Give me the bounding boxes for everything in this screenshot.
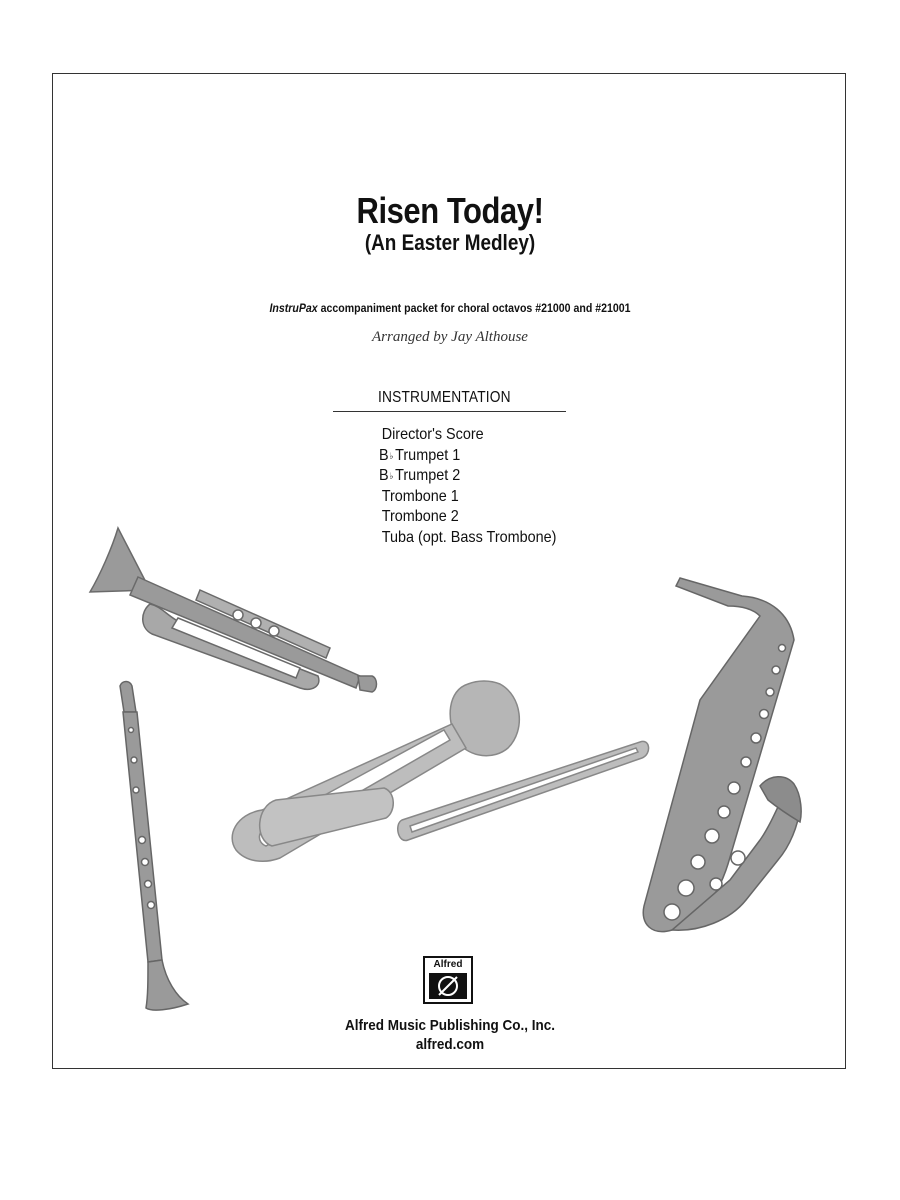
- packet-text: accompaniment packet for choral octavos #21000 and #21001: [320, 303, 631, 315]
- arranger-credit: Arranged by Jay Althouse: [372, 329, 528, 345]
- instrument-item: Trombone 2: [381, 508, 459, 526]
- instrument-item: B♭ Trumpet 1: [379, 446, 461, 464]
- instrument-item: Tuba (opt. Bass Trombone): [381, 528, 557, 546]
- alfred-emblem-icon: [429, 973, 467, 999]
- alfred-logo: [423, 956, 473, 1004]
- instrument-item: Director's Score: [381, 426, 484, 443]
- flat-sign: ♭: [389, 450, 394, 461]
- instrument-item: B♭ Trumpet 2: [379, 467, 461, 485]
- instrumentation-heading: INSTRUMENTATION: [378, 389, 511, 406]
- logo-wordmark: Alfred: [433, 959, 463, 970]
- trombone-illustration: [232, 681, 648, 861]
- flat-sign: ♭: [389, 471, 394, 482]
- publisher-url[interactable]: alfred.com: [415, 1036, 485, 1053]
- trumpet-illustration: [90, 528, 377, 692]
- saxophone-illustration: [643, 578, 801, 932]
- page-subtitle: (An Easter Medley): [364, 230, 536, 255]
- packet-brand: InstruPax: [269, 303, 318, 315]
- publisher-name: Alfred Music Publishing Co., Inc.: [344, 1017, 556, 1034]
- clarinet-illustration: [120, 682, 188, 1011]
- page-title: Risen Today!: [356, 190, 544, 231]
- instrument-item: Trombone 1: [381, 487, 459, 505]
